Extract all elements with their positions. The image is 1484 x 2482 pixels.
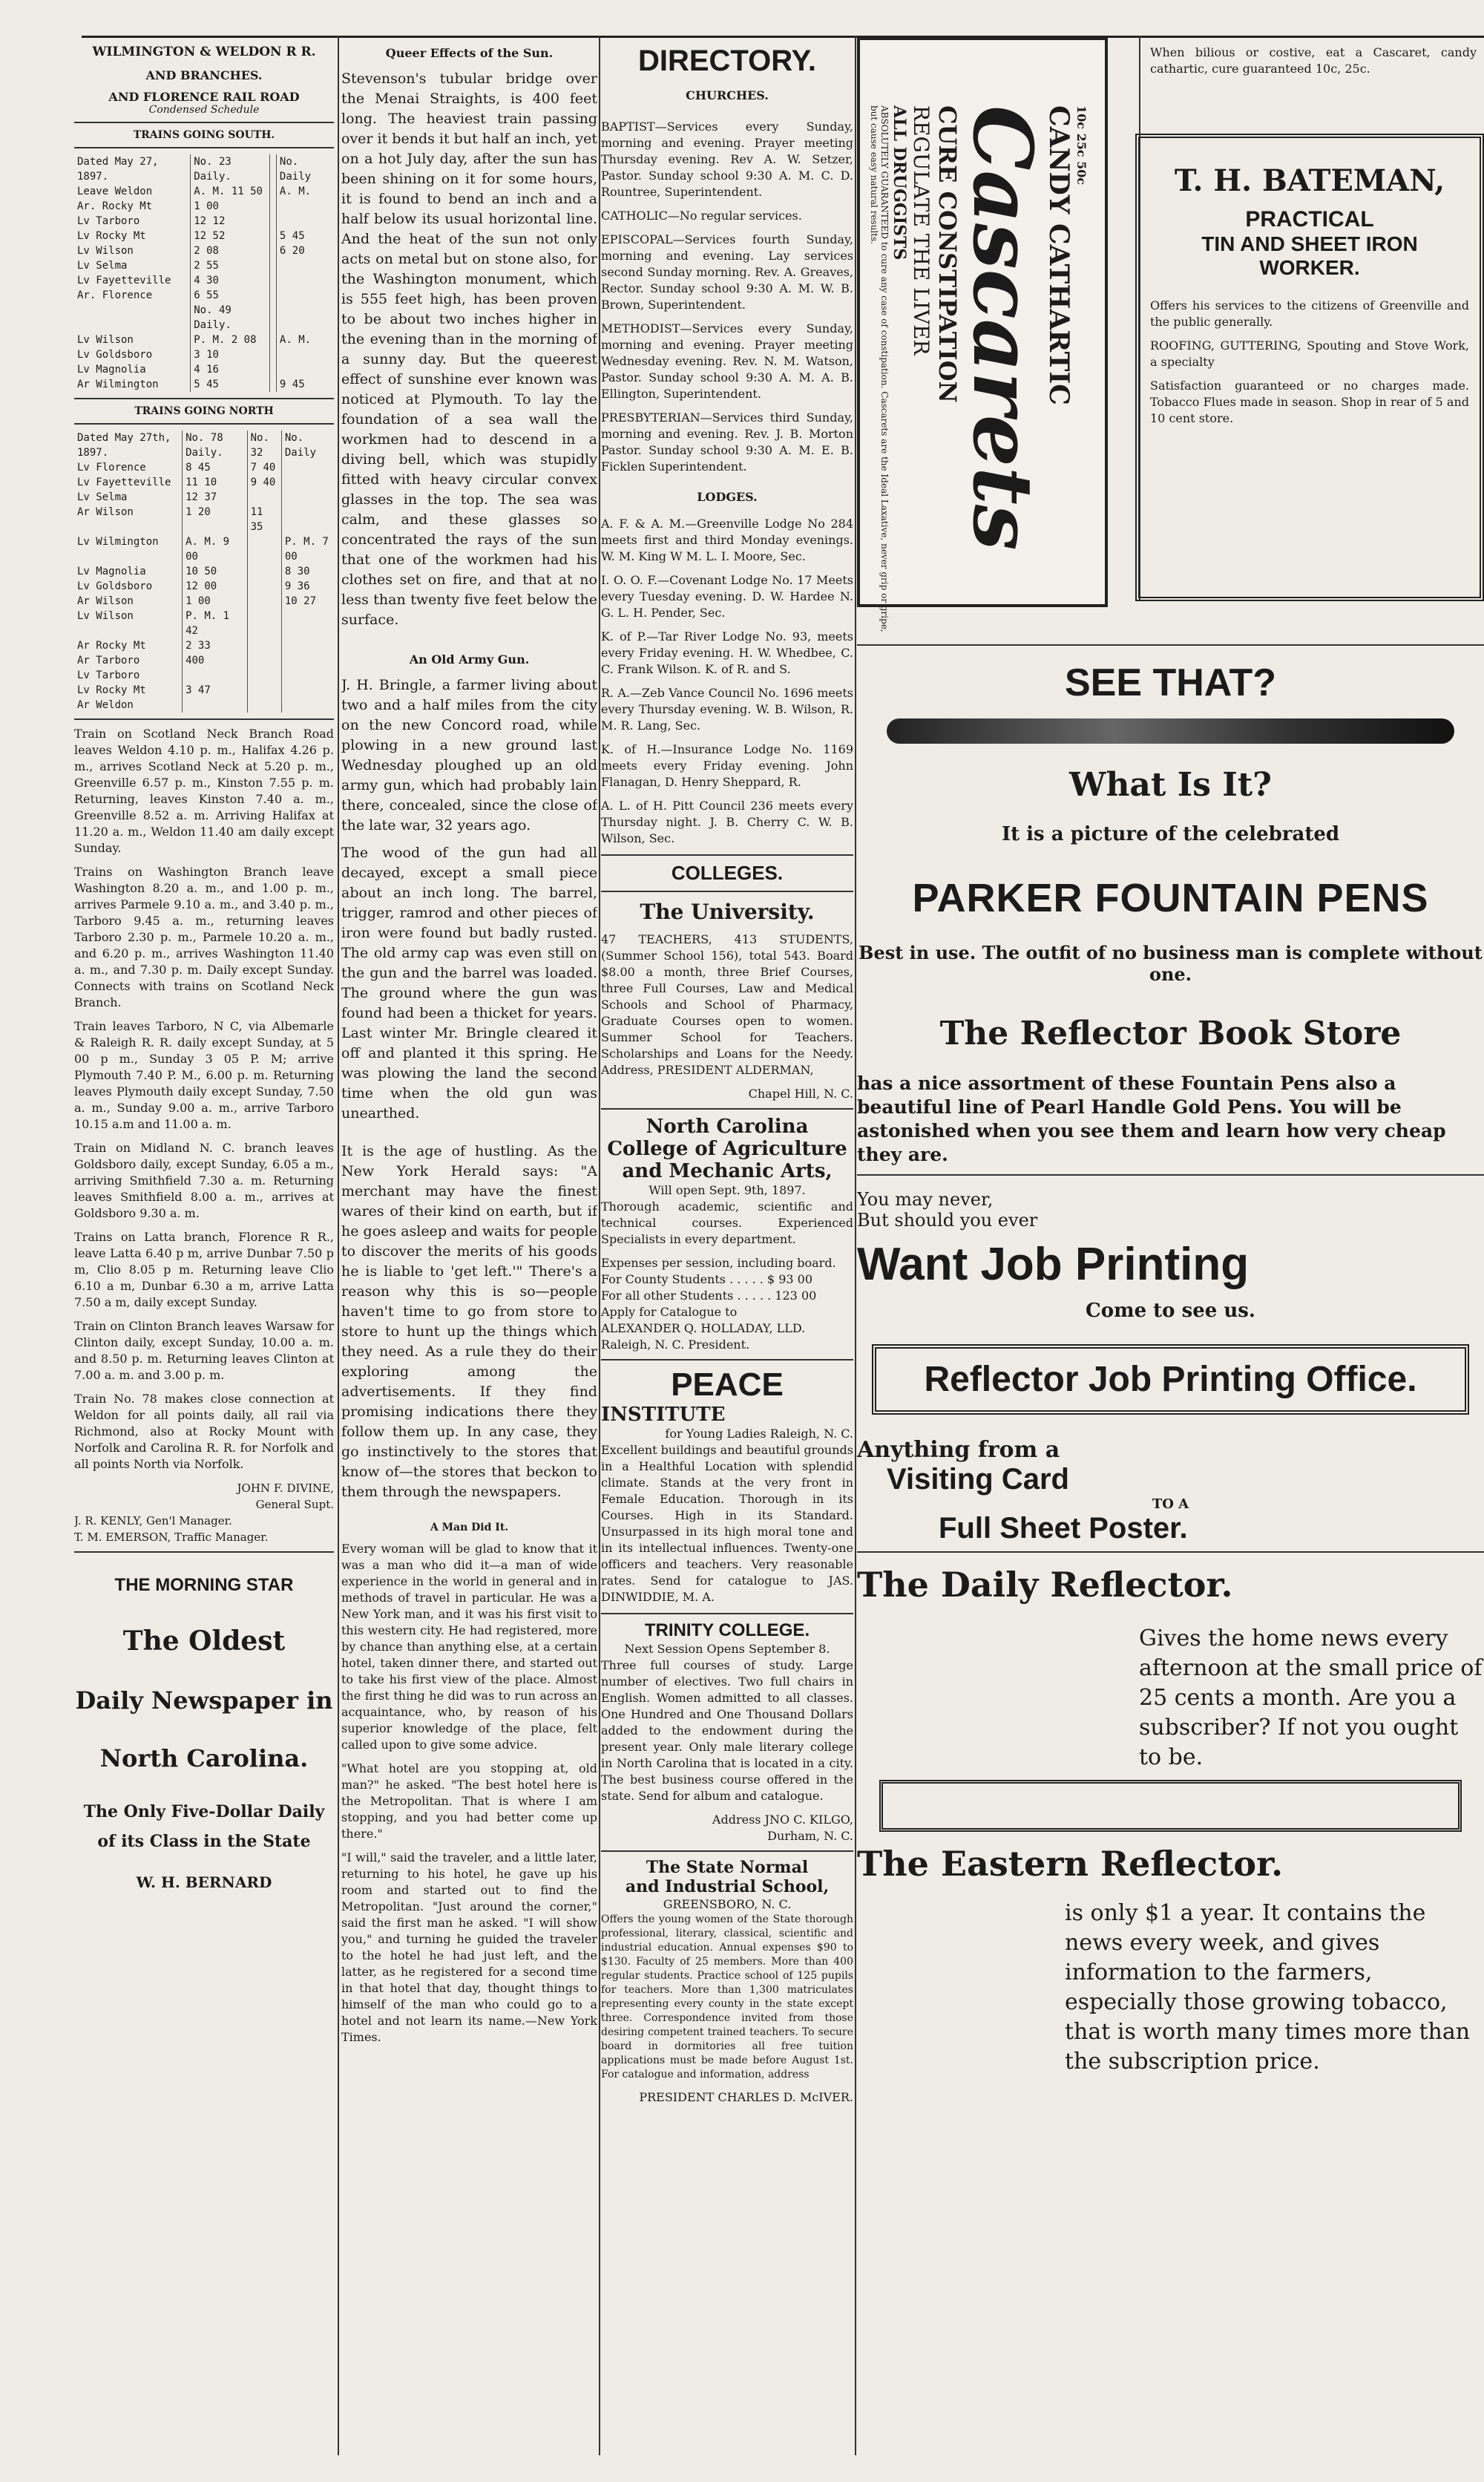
timetable-cell: Lv Florence	[74, 460, 183, 475]
cascarets-rotated	[869, 105, 1089, 640]
agriculture-apply: Apply for Catalogue to	[601, 1305, 738, 1319]
timetable-row	[74, 273, 334, 288]
south-timetable	[74, 154, 334, 392]
timetable-cell: Lv Fayetteville	[74, 273, 191, 288]
bateman-ad	[1135, 134, 1484, 601]
train-notice: Train leaves Tarboro, N C, via Albemarle & Raleigh R. R. daily except Sunday, at 5 00 p m., Sunday 3 05 P. M; arrive Plymouth 7.40 P. M., 6.00 p. m. Returning leaves Plymouth daily except Sunday, 7.50 a. m., Sunday 9.00 a. m., arrive Tarboro 10.15 a.m and 11.00 a. m.	[74, 1019, 334, 1131]
bilious-notice	[1150, 45, 1477, 77]
anything-from-text: Anything from a	[857, 1437, 1060, 1463]
timetable-cell: 3 10	[191, 347, 270, 362]
timetable-row	[74, 243, 334, 258]
timetable-cell	[247, 564, 281, 579]
timetable-cell: Ar Wilson	[74, 505, 183, 534]
lodge-entry: K. of P.—Tar River Lodge No. 93, meets every Friday evening. H. W. Whedbee, C. C. Frank Wilson. K. of R. and S.	[601, 629, 853, 676]
timetable-cell	[281, 653, 334, 668]
timetable-cell: 5 45	[191, 377, 270, 392]
timetable-cell	[276, 288, 334, 303]
timetable-cell	[281, 698, 334, 713]
church-entry: EPISCOPAL—Services fourth Sunday, morning and evening. Lay services second Sunday morning. Rev. A. Greaves, Rector. Sunday school 9:30 A. M. W. B. Brown, Superintendent.	[601, 232, 853, 312]
university-text: 47 TEACHERS, 413 STUDENTS, (Summer School 156), total 543. Board $8.00 a month, three Brief Courses, three Full Courses, Law and Medical Schools and School of Pharmacy, Graduate Courses open to women. Summer School for Teachers. Scholarships and Loans for the Needy. Address, PRESIDENT ALDERMAN,	[601, 932, 853, 1077]
timetable-cell: Lv Selma	[74, 490, 183, 505]
timetable-cell: Lv Tarboro	[74, 668, 183, 683]
north-timetable	[74, 430, 334, 713]
timetable-cell: Lv Fayetteville	[74, 475, 183, 490]
timetable-cell: No. 49 Daily.	[191, 303, 270, 333]
timetable-row	[74, 184, 334, 199]
morning-star-line-5: of its Class in the State	[97, 1832, 311, 1851]
timetable-row	[74, 475, 334, 490]
timetable-cell	[269, 184, 276, 199]
lodge-entry: A. F. & A. M.—Greenville Lodge No 284 meets first and third Monday evenings. W. M. King W M. L. I. Moore, Sec.	[601, 517, 853, 563]
timetable-row	[74, 229, 334, 243]
timetable-cell	[247, 683, 281, 698]
morning-star-title: THE MORNING STAR	[114, 1575, 294, 1595]
timetable-cell	[269, 347, 276, 362]
timetable-cell: 12 37	[183, 490, 248, 505]
normal-title-1: The State Normal	[646, 1858, 809, 1877]
timetable-cell	[281, 638, 334, 653]
train-notice: Train on Clinton Branch leaves Warsaw for Clinton daily, except Sunday, 10.00 a. m. and 8.50 p. m. Returning leaves Clinton at 7.00 a. m. and 3.00 p. m.	[74, 1319, 334, 1382]
lodge-entry: I. O. O. F.—Covenant Lodge No. 17 Meets every Tuesday evening. D. W. Hardee N. G. L. H. Pender, Sec.	[601, 573, 853, 620]
timetable-cell: 7 40	[247, 460, 281, 475]
peace-title: PEACE	[671, 1366, 784, 1403]
timetable-cell: 1 00	[191, 199, 270, 214]
timetable-cell	[276, 214, 334, 229]
timetable-cell: 12 00	[183, 579, 248, 594]
cascarets-prices: 10c 25c 50c	[1074, 105, 1089, 186]
timetable-cell: 6 20	[279, 245, 305, 257]
timetable-cell: Leave Weldon	[74, 184, 191, 199]
timetable-cell	[276, 303, 334, 333]
timetable-cell: 10 27	[284, 595, 317, 607]
timetable-cell: 10 50	[183, 564, 248, 579]
agriculture-open: Will open Sept. 9th, 1897.	[649, 1183, 806, 1197]
timetable-row	[74, 653, 334, 668]
timetable-cell	[281, 490, 334, 505]
timetable-cell: 8 30	[284, 566, 310, 577]
timetable-row	[74, 609, 334, 638]
timetable-cell: P. M. 7 00	[284, 536, 329, 563]
timetable-row	[74, 534, 334, 564]
bateman-line-2: TIN AND SHEET IRON	[1201, 232, 1418, 255]
timetable-cell: A. M.	[279, 186, 312, 197]
timetable-cell: 12 52	[191, 229, 270, 243]
daily-reflector-text: Gives the home news every afternoon at the small price of 25 cents a month. Are you a subscriber? If not you ought to be.	[1139, 1625, 1483, 1770]
timetable-cell: 1 00	[183, 594, 248, 609]
timetable-row	[74, 490, 334, 505]
signature-emerson: T. M. EMERSON, Traffic Manager.	[74, 1530, 269, 1544]
timetable-cell: Lv Wilson	[74, 609, 183, 638]
lodge-entry: A. L. of H. Pitt Council 236 meets every Thursday night. J. B. Cherry C. W. B. Wilson, Sec.	[601, 799, 853, 845]
trinity-title: TRINITY COLLEGE.	[644, 1620, 810, 1640]
but-should-text: But should you ever	[857, 1210, 1038, 1231]
normal-title-2: and Industrial School,	[625, 1877, 830, 1896]
train-notice: Trains on Washington Branch leave Washington 8.20 a. m., and 1.00 p. m., arrives Parmele 9.10 a. m., and 3.40 p. m., Tarboro 9.45 a. m., returning leaves Tarboro 2.30 p. m., Parmele 10.20 a. m., and 6.20 p. m., arrives Washington 11.40 a. m., and 7.30 p. m. Daily except Sunday. Connects with trains on Scotland Neck Branch.	[74, 865, 334, 1009]
timetable-cell	[281, 609, 334, 638]
timetable-cell	[247, 653, 281, 668]
timetable-row	[74, 683, 334, 698]
timetable-cell	[247, 594, 281, 609]
timetable-cell	[281, 683, 334, 698]
agriculture-title-2: College of Agriculture	[607, 1138, 847, 1160]
article-gun-text-2: The wood of the gun had all decayed, except a small piece about an inch long. The barrel, trigger, ramrod and other pieces of iron were found but badly rusted. The old army cap was even still on the gun and the barrel was loaded. The ground where the gun was found had been a thicket for years. Last winter Mr. Bringle cleared it off and planted it this spring. He was plowing the land the second time when the old gun was unearthed.	[341, 845, 597, 1122]
timetable-row	[74, 594, 334, 609]
timetable-row	[74, 460, 334, 475]
article-gun-text-1: J. H. Bringle, a farmer living about two and a half miles from the city on the new Concord road, while plowing in a new ground last Wednesday ploughed up an old army gun, which had probably lain there, concealed, since the close of the late war, 32 years ago.	[341, 677, 597, 834]
timetable-cell: A. M.	[279, 334, 312, 346]
timetable-cell: Lv Goldsboro	[74, 579, 183, 594]
timetable-cell: Lv Rocky Mt	[74, 683, 183, 698]
timetable-cell: Lv Magnolia	[74, 362, 191, 377]
timetable-cell: P. M. 2 08	[191, 333, 270, 347]
timetable-cell: Lv Wilson	[74, 333, 191, 347]
see-that-heading: SEE THAT?	[1064, 661, 1277, 704]
timetable-cell	[269, 199, 276, 214]
timetable-row	[74, 505, 334, 534]
timetable-row	[74, 303, 334, 333]
timetable-cell	[247, 638, 281, 653]
timetable-cell	[269, 214, 276, 229]
agriculture-text: Thorough academic, scientific and technical courses. Experienced Specialists in every department.	[601, 1199, 853, 1246]
railroad-subtitle: AND BRANCHES.	[145, 68, 263, 82]
timetable-row	[74, 214, 334, 229]
timetable-cell	[247, 534, 281, 564]
cascarets-druggists: ALL DRUGGISTS	[890, 105, 909, 261]
timetable-cell: 9 45	[279, 379, 305, 390]
signature-divine: JOHN F. DIVINE,	[237, 1481, 334, 1495]
timetable-cell	[183, 668, 248, 683]
timetable-cell	[269, 333, 276, 347]
agriculture-place: Raleigh, N. C. President.	[601, 1337, 750, 1352]
article-sun-text: Stevenson's tubular bridge over the Menai Straights, is 400 feet long. The heaviest train passing over it bends it but half an inch, yet on a hot July day, after the sun has been shining on it for some hours, it is found to bend an inch and a half below its usual horizontal line. And the heat of the sun not only acts on metal but on stone also, for the Washington monument, which is 555 feet high, has been proven to be about two inches higher in the evening than in the morning of a sunny day. But the queerest effect of sunshine ever known was noticed at Plymouth. To lay the foundation of a sea wall the workmen had to descend in a diving bell, which was stupidly fitted with heavy circular convex glasses in the top. The sea was calm, and these glasses so concentrated the rays of the sun that one of the workmen had his clothes set on fire, and that at no less than twenty five feet below the surface.	[341, 71, 597, 628]
column-divider-2	[599, 36, 600, 2455]
timetable-cell: No. 32	[247, 430, 281, 460]
timetable-cell	[247, 609, 281, 638]
timetable-cell: 2 33	[183, 638, 248, 653]
eastern-reflector-title: The Eastern Reflector.	[857, 1844, 1284, 1884]
timetable-row	[74, 638, 334, 653]
timetable-row	[74, 154, 334, 184]
morning-star-line-2: Daily Newspaper in	[75, 1686, 333, 1715]
timetable-cell: Lv Magnolia	[74, 564, 183, 579]
timetable-cell	[247, 698, 281, 713]
timetable-cell: Ar Tarboro	[74, 653, 183, 668]
timetable-cell	[247, 579, 281, 594]
peace-text: Excellent buildings and beautiful grounds in a Healthful Location with splendid climate. Stands at the very front in Female Education. Thorough in its Courses. High in its Standard. Unsurpassed in its high moral tone and in its intellectual influences. Twenty-one officers and teachers. Very reasonable rates. Send for catalogue to JAS. DINWIDDIE, M. A.	[601, 1443, 853, 1604]
cascarets-ad	[857, 37, 1108, 632]
timetable-cell	[281, 505, 334, 534]
timetable-cell: P. M. 1 42	[183, 609, 248, 638]
article-title-sun: Queer Effects of the Sun.	[385, 46, 554, 60]
timetable-cell: Ar Weldon	[74, 698, 183, 713]
agriculture-title-1: North Carolina	[646, 1116, 809, 1138]
visiting-card-text: Visiting Card	[887, 1463, 1069, 1496]
normal-text: Offers the young women of the State thorough professional, literary, classical, scientific and industrial education. Annual expenses $90 to $130. Faculty of 25 members. More than 400 regular students. Practice school of 125 pupils for teachers. More than 1,300 matriculates representing every county in the state except three. Correspondence invited from those desiring competent trained teachers. To secure board in dormitories all free tuition applications must be made before August 1st. For catalogue and information, address	[601, 1913, 853, 2080]
timetable-cell: Lv Rocky Mt	[74, 229, 191, 243]
timetable-row	[74, 333, 334, 347]
lodge-entry: K. of H.—Insurance Lodge No. 1169 meets every Friday evening. John Flanagan, D. Henry Sheppard, R.	[601, 742, 853, 789]
timetable-cell: Lv Wilmington	[74, 534, 183, 564]
may-never-text: You may never,	[857, 1189, 994, 1210]
churches-header: CHURCHES.	[686, 88, 769, 102]
come-see-text: Come to see us.	[1086, 1300, 1255, 1322]
bilious-text: When bilious or costive, eat a Cascaret, candy cathartic, cure guaranteed 10c, 25c.	[1150, 45, 1477, 76]
timetable-cell: Lv Selma	[74, 258, 191, 273]
timetable-cell	[276, 347, 334, 362]
column-divider-3	[855, 36, 856, 2455]
job-office-banner: Reflector Job Printing Office.	[872, 1344, 1469, 1415]
timetable-cell: 11 35	[247, 505, 281, 534]
normal-place: GREENSBORO, N. C.	[663, 1897, 792, 1911]
north-header: TRAINS GOING NORTH	[134, 405, 274, 417]
timetable-cell: 400	[183, 653, 248, 668]
timetable-cell: Dated May 27, 1897.	[74, 154, 191, 184]
picture-of-text: It is a picture of the celebrated	[1001, 823, 1340, 845]
timetable-cell: 5 45	[279, 230, 305, 242]
article-man-text-1: Every woman will be glad to know that it was a man who did it—a man of wide experience in the world in general and in methods of travel in particular. He was a New York man, and it was his first visit to this western city. He had registered, more by chance than anything else, at a certain hotel, taken dinner there, and started out to take his first view of the place. Almost the first thing he did was to run across an acquaintance, who, by reason of his superior knowledge of the place, felt called upon to give some advice.	[341, 1542, 597, 1752]
railroad-title: WILMINGTON & WELDON R R.	[92, 45, 316, 59]
timetable-row	[74, 362, 334, 377]
church-entry: PRESBYTERIAN—Services third Sunday, morning and evening. Rev. J. B. Morton Pastor. Sunday school 9:30 A. M. E. B. Ficklen Superintendent.	[601, 410, 853, 474]
timetable-cell: 2 08	[191, 243, 270, 258]
timetable-cell: Lv Goldsboro	[74, 347, 191, 362]
timetable-cell: No. Daily	[284, 432, 317, 459]
morning-star-line-6: W. H. BERNARD	[136, 1873, 272, 1891]
morning-star-line-4: The Only Five-Dollar Daily	[83, 1802, 325, 1821]
lodge-list	[601, 516, 853, 847]
bateman-line-1: PRACTICAL	[1245, 207, 1374, 232]
condensed-schedule: Condensed Schedule	[148, 104, 260, 116]
bateman-line-3: WORKER.	[1259, 256, 1360, 279]
book-store-text: has a nice assortment of these Fountain Pens also a beautiful line of Pearl Handle Gold Pens. You will be astonished when you see them and learn how very cheap they are.	[857, 1073, 1446, 1165]
timetable-cell	[269, 377, 276, 392]
timetable-cell: Ar Rocky Mt	[74, 638, 183, 653]
morning-star-line-3: North Carolina.	[99, 1744, 309, 1772]
lodges-header: LODGES.	[697, 490, 758, 504]
timetable-cell	[276, 258, 334, 273]
timetable-cell: Ar. Rocky Mt	[74, 199, 191, 214]
article-title-gun: An Old Army Gun.	[409, 652, 530, 667]
timetable-cell: Lv Tarboro	[74, 214, 191, 229]
peace-subtitle: for Young Ladies Raleigh, N. C.	[665, 1427, 853, 1441]
timetable-cell	[269, 229, 276, 243]
timetable-cell: 4 30	[191, 273, 270, 288]
cascarets-name: Cascarets	[955, 105, 1051, 551]
cascarets-regulate: REGULATE THE LIVER	[909, 105, 933, 356]
eastern-reflector-text: is only $1 a year. It contains the news every week, and gives information to the farmers, especially those growing tobacco, that is worth many times more than the subscription price.	[1065, 1900, 1471, 2075]
south-header: TRAINS GOING SOUTH.	[133, 129, 275, 141]
timetable-row	[74, 430, 334, 460]
timetable-cell	[269, 243, 276, 258]
fountain-pen-illustration	[887, 718, 1454, 744]
full-sheet-text: Full Sheet Poster.	[939, 1512, 1188, 1545]
church-list	[601, 119, 853, 475]
timetable-cell: Lv Wilson	[74, 243, 191, 258]
train-notices	[74, 726, 334, 1473]
timetable-cell	[281, 475, 334, 490]
timetable-row	[74, 698, 334, 713]
train-notice: Train on Scotland Neck Branch Road leaves Weldon 4.10 p. m., Halifax 4.26 p. m., arrives Scotland Neck at 5.20 p. m., Greenville 6.57 p. m., Kinston 7.55 p. m. Returning, leaves Kinston 7.40 a. m., Greenville 8.52 a. m. Arriving Halifax at 11.20 a. m., Weldon 11.40 am daily except Sunday.	[74, 727, 334, 855]
railroad-subtitle-2: AND FLORENCE RAIL ROAD	[108, 90, 300, 104]
morning-star-line-1: The Oldest	[122, 1625, 286, 1657]
timetable-cell	[276, 273, 334, 288]
timetable-cell: 9 36	[284, 580, 310, 592]
colleges-header: COLLEGES.	[671, 862, 784, 884]
column-ads	[857, 30, 1484, 2467]
timetable-cell: 12 12	[191, 214, 270, 229]
bateman-text-2: ROOFING, GUTTERING, Spouting and Stove Work, a specialty	[1150, 338, 1469, 369]
to-a-text: TO A	[1152, 1496, 1189, 1512]
article-man-text-2: "What hotel are you stopping at, old man?" he asked. "The best hotel here is the Metropolitan. That is where I am stopping, and you had better come up there."	[341, 1761, 597, 1841]
timetable-row	[74, 564, 334, 579]
column-railroad	[74, 30, 334, 2467]
column-articles	[341, 30, 597, 2467]
trinity-address: Address JNO C. KILGO,	[712, 1813, 853, 1827]
article-man-text-3: "I will," said the traveler, and a little later, returning to his hotel, he gave up his room and started out to find the Metropolitan. "Just around the corner," said the first man he asked. "I will show you," and turning he guided the traveler to the hotel he had just left, and the latter, as he registered for a second time in that hotel that day, thought things to himself of the man who could go to a hotel and not learn its name.—New York Times.	[341, 1850, 597, 2044]
bateman-text-3: Satisfaction guaranteed or no charges made. Tobacco Flues made in season. Shop in rear of 5 and 10 cent store.	[1150, 379, 1469, 425]
trinity-open: Next Session Opens September 8.	[624, 1642, 830, 1656]
bateman-name: T. H. BATEMAN,	[1174, 163, 1445, 198]
column-divider-1	[338, 36, 339, 2455]
timetable-cell	[269, 273, 276, 288]
timetable-cell	[269, 288, 276, 303]
timetable-cell	[247, 668, 281, 683]
directory-title: DIRECTORY.	[637, 45, 817, 77]
train-notice: Trains on Latta branch, Florence R R., leave Latta 6.40 p m, arrive Dunbar 7.50 p m, Clio 8.05 p m. Returning leave Clio 6.10 a m, Dunbar 6.30 a m, arrive Latta 7.50 a m, daily except Sunday.	[74, 1230, 334, 1309]
timetable-row	[74, 258, 334, 273]
timetable-cell	[183, 698, 248, 713]
timetable-row	[74, 377, 334, 392]
parker-pens-heading: PARKER FOUNTAIN PENS	[912, 876, 1429, 920]
train-notice: Train on Midland N. C. branch leaves Goldsboro daily, except Sunday, 6.05 a m., arriving Smithfield 7.30 a. m. Returning leaves Smithfield 8.00 a. m., arrives at Goldsboro 9.30 a. m.	[74, 1141, 334, 1220]
timetable-cell: Ar Wilmington	[74, 377, 191, 392]
decorative-band	[879, 1780, 1462, 1832]
university-place: Chapel Hill, N. C.	[748, 1087, 853, 1101]
cascarets-candy: CANDY CATHARTIC	[1043, 105, 1074, 405]
timetable-cell	[269, 303, 276, 333]
timetable-cell: 2 55	[191, 258, 270, 273]
timetable-cell	[269, 362, 276, 377]
signature-title: General Supt.	[255, 1498, 334, 1511]
timetable-cell: Ar Wilson	[74, 594, 183, 609]
want-job-heading: Want Job Printing	[857, 1239, 1250, 1290]
timetable-cell: 8 45	[183, 460, 248, 475]
timetable-row	[74, 288, 334, 303]
timetable-row	[74, 199, 334, 214]
timetable-cell	[247, 490, 281, 505]
parker-section	[857, 638, 1484, 2077]
church-entry: METHODIST—Services every Sunday, morning and evening. Prayer meeting Wednesday evening. Rev. N. M. Watson, Pastor. Sunday school 9:30 A. M. A. B. Ellington, Superintendent.	[601, 321, 853, 401]
train-notice: Train No. 78 makes close connection at Weldon for all points daily, all rail via Richmond, also at Rocky Mount with Norfolk and Carolina R. R. for Norfolk and all points North via Norfolk.	[74, 1392, 334, 1471]
daily-reflector-title: The Daily Reflector.	[857, 1565, 1233, 1605]
timetable-cell: A. M. 11 50	[191, 184, 270, 199]
timetable-row	[74, 347, 334, 362]
church-entry: BAPTIST—Services every Sunday, morning and evening. Prayer meeting Thursday evening. Rev A. W. Setzer, Pastor. Sunday school 9:30 A. M. C. D. Rountree, Superintendent.	[601, 119, 853, 199]
column-directory	[601, 30, 853, 2467]
article-title-man: A Man Did It.	[430, 1522, 509, 1533]
timetable-cell	[269, 154, 276, 184]
timetable-cell: 4 16	[191, 362, 270, 377]
timetable-cell: No. 23 Daily.	[191, 154, 270, 184]
timetable-cell	[74, 303, 191, 333]
timetable-cell: Ar. Florence	[74, 288, 191, 303]
timetable-cell: 1 20	[183, 505, 248, 534]
agriculture-county: For County Students . . . . . $ 93 00	[601, 1272, 812, 1286]
lodge-entry: R. A.—Zeb Vance Council No. 1696 meets every Thursday evening. W. B. Wilson, R. M. R. Lang, Sec.	[601, 686, 853, 733]
timetable-cell: 6 55	[191, 288, 270, 303]
timetable-cell	[276, 199, 334, 214]
timetable-cell: 9 40	[247, 475, 281, 490]
timetable-cell	[281, 668, 334, 683]
normal-president: PRESIDENT CHARLES D. McIVER.	[639, 2090, 853, 2104]
cascarets-guarantee: ABSOLUTELY GUARANTEED to cure any case of constipation. Cascarets are the Ideal Laxative, never grip or gripe, but cause easy natural results.	[869, 105, 890, 632]
timetable-cell	[276, 362, 334, 377]
best-in-use-text: Best in use. The outfit of no business man is complete without one.	[858, 942, 1483, 985]
timetable-row	[74, 579, 334, 594]
church-entry: CATHOLIC—No regular services.	[601, 209, 802, 223]
peace-institute: INSTITUTE	[601, 1404, 726, 1426]
timetable-cell	[281, 460, 334, 475]
agriculture-title-3: and Mechanic Arts,	[622, 1160, 833, 1182]
signature-kenly: J. R. KENLY, Gen'l Manager.	[74, 1514, 232, 1527]
book-store-heading: The Reflector Book Store	[939, 1015, 1402, 1052]
university-title: The University.	[640, 900, 815, 924]
timetable-cell: No. 78 Daily.	[183, 430, 248, 460]
trinity-text: Three full courses of study. Large number of electives. Two full chairs in English. Women admitted to all classes. One Hundred and One Thousand Dollars added to the endowment during the present year. Only male literary college in North Carolina that is located in a city. The best business course offered in the state. Send for album and catalogue.	[601, 1658, 853, 1803]
timetable-row	[74, 668, 334, 683]
what-is-it-heading: What Is It?	[1069, 766, 1272, 804]
cascarets-cure: CURE CONSTIPATION	[933, 105, 962, 403]
timetable-cell	[269, 258, 276, 273]
agriculture-expenses: Expenses per session, including board.	[601, 1256, 836, 1270]
agriculture-address: ALEXANDER Q. HOLLADAY, LLD.	[601, 1321, 806, 1335]
timetable-cell: 3 47	[183, 683, 248, 698]
trinity-place: Durham, N. C.	[767, 1829, 853, 1843]
bateman-text-1: Offers his services to the citizens of Greenville and the public generally.	[1150, 298, 1469, 329]
timetable-cell: Dated May 27th, 1897.	[74, 430, 183, 460]
timetable-cell: 11 10	[183, 475, 248, 490]
timetable-cell: A. M. 9 00	[183, 534, 248, 564]
article-hustling-text: It is the age of hustling. As the New York Herald says: "A merchant may have the finest wares of their kind on earth, but if he goes asleep and waits for people to discover the merits of his goods he is liable to 'get left.'" There's a reason why this is so—people haven't time to go from store to store to hunt up the things which they need. As a rule they do their exploring among the advertisements. If they find promising indications there they follow them up. In any case, they go instinctively to the stores that know of—the stores that beckon to them through the newspapers.	[341, 1143, 597, 1500]
timetable-cell: No. Daily	[279, 156, 312, 183]
agriculture-others: For all other Students . . . . . 123 00	[601, 1289, 817, 1303]
